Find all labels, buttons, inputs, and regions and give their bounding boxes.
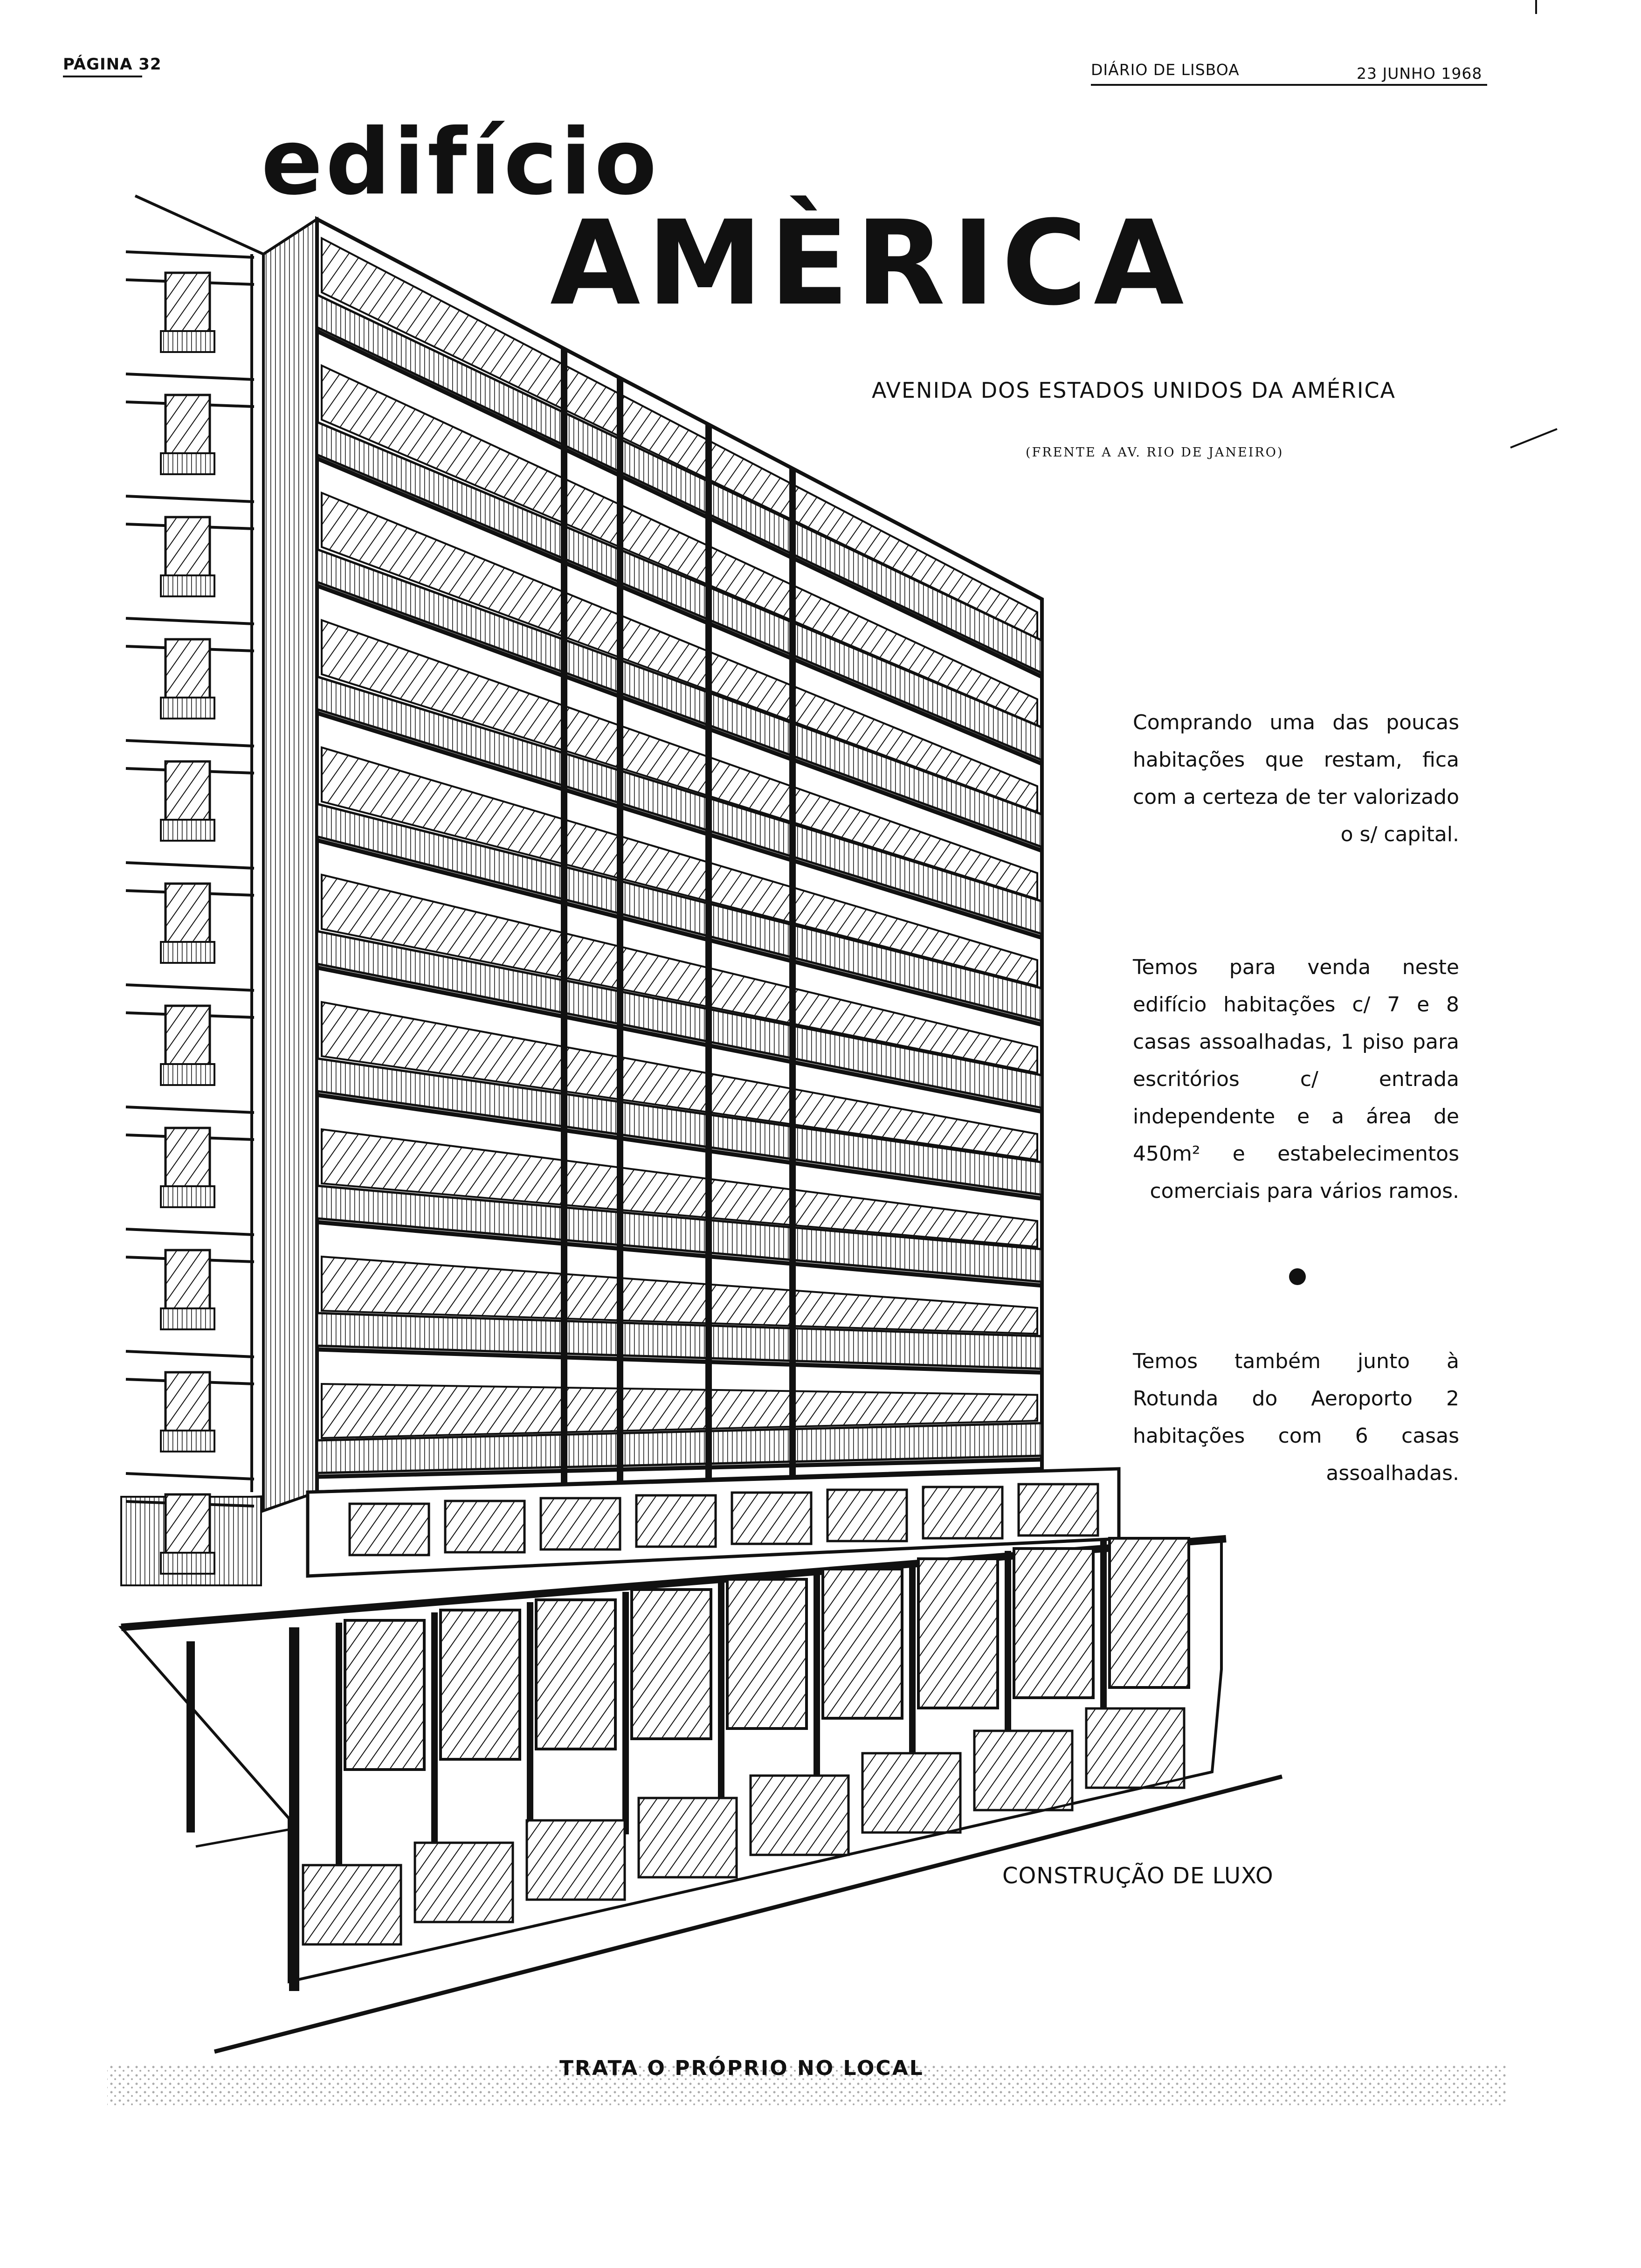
body-paragraph: Comprando uma das poucas habitações que restam, fica com a certeza de ter valorizado o s/ capital. bbox=[1133, 711, 1459, 846]
address-note: (FRENTE A AV. RIO DE JANEIRO) bbox=[1026, 445, 1284, 460]
title-edificio: edifício bbox=[261, 109, 660, 215]
body-paragraph: Temos também junto à Rotunda do Aeroporto 2 habitações com 6 casas assoalhadas. bbox=[1133, 1349, 1459, 1485]
newspaper-name: DIÁRIO DE LISBOA bbox=[1091, 61, 1240, 79]
contact-line: TRATA O PRÓPRIO NO LOCAL bbox=[559, 2056, 924, 2080]
title-america: AMÈRICA bbox=[550, 195, 1191, 331]
issue-date: 23 JUNHO 1968 bbox=[1357, 64, 1482, 83]
tagline: CONSTRUÇÃO DE LUXO bbox=[1002, 1863, 1274, 1889]
page-number: PÁGINA 32 bbox=[63, 55, 162, 74]
address: AVENIDA DOS ESTADOS UNIDOS DA AMÉRICA bbox=[872, 378, 1396, 403]
bullet-dot-icon bbox=[1289, 1268, 1306, 1285]
body-paragraph: Temos para venda neste edifício habitações c/ 7 e 8 casas assoalhadas, 1 piso para escritórios c/ entrada independente e a área de 450m² e estabelecimentos comerciais para vários ramos. bbox=[1133, 955, 1459, 1203]
